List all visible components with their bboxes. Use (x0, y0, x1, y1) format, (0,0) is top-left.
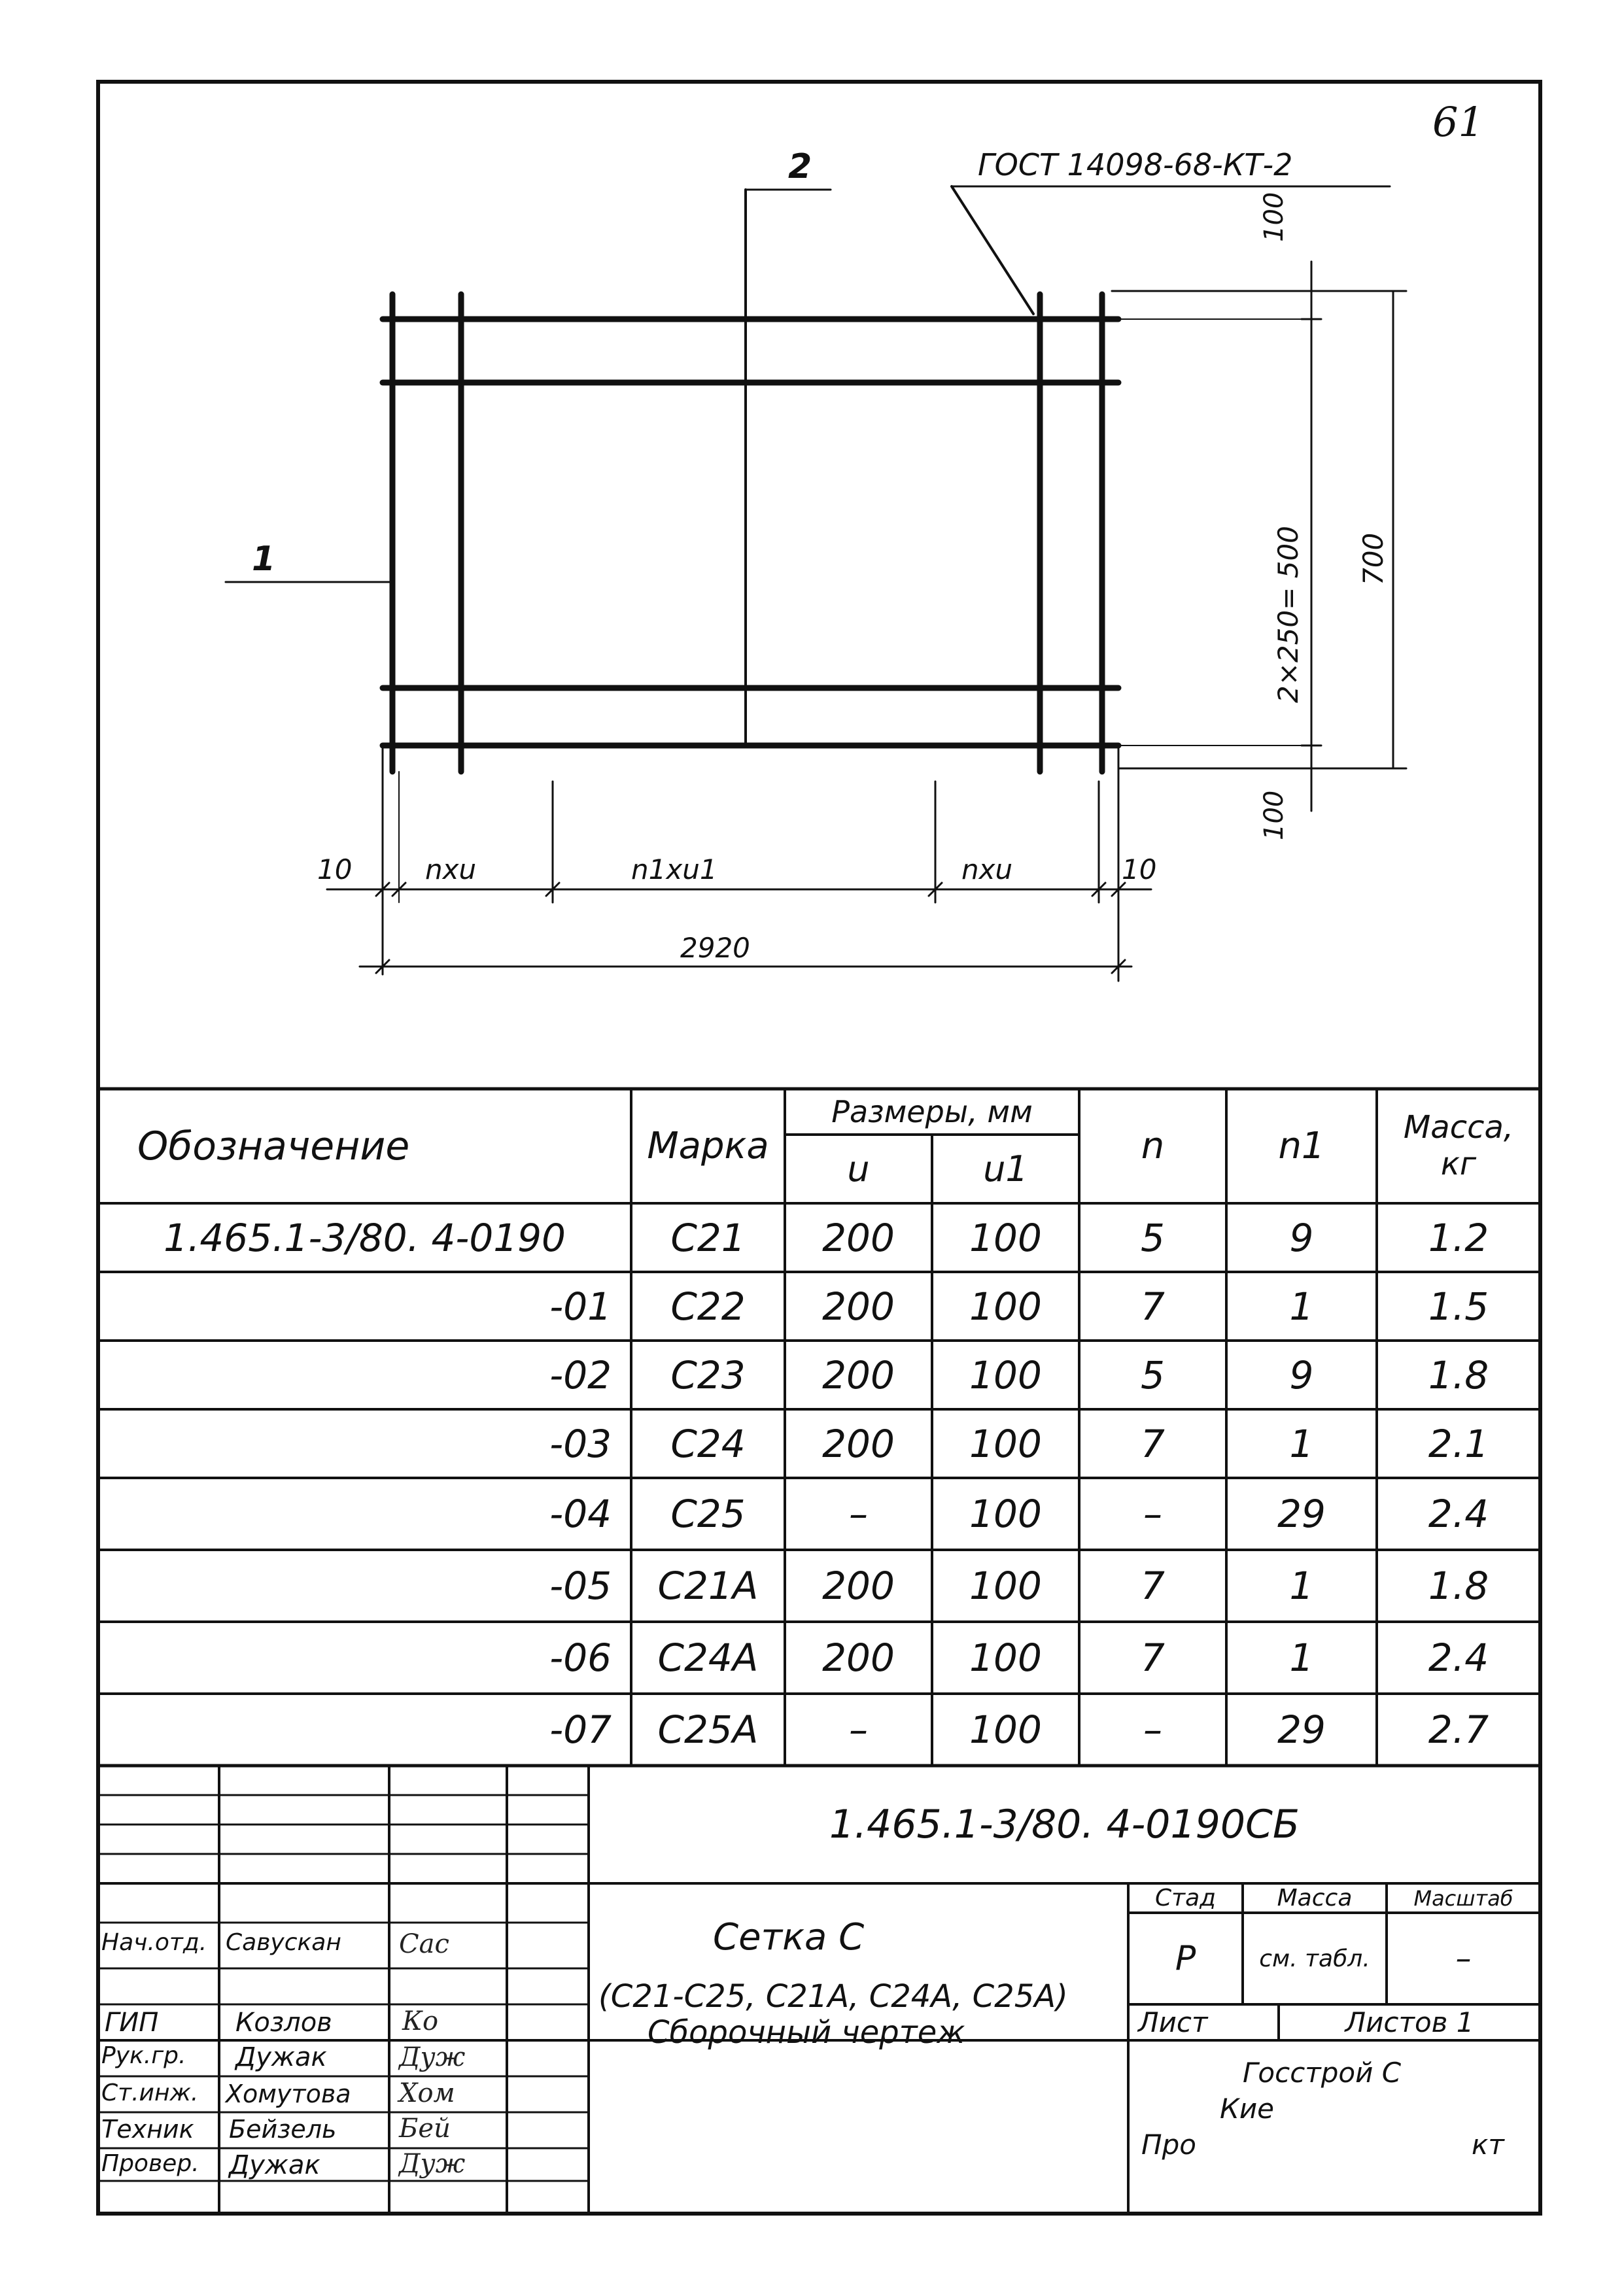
cell-u: 200 (822, 1352, 895, 1397)
cell-designation: -04 (549, 1492, 612, 1536)
dim-total-2920: 2920 (680, 932, 750, 964)
cell-n: 7 (1141, 1636, 1165, 1680)
staff-signature: Сас (399, 1929, 449, 1959)
dim-total-700: 700 (1357, 532, 1389, 585)
cell-u1: 100 (969, 1564, 1042, 1608)
dim-nxu-right: nxu (961, 853, 1013, 885)
dim-left-10: 10 (317, 853, 353, 885)
cell-n1: 1 (1289, 1636, 1314, 1680)
title-line-3: Сборочный чертеж (648, 2014, 965, 2051)
page-number: 61 (1432, 98, 1484, 146)
dim-middle-2x250: 2×250= 500 (1272, 526, 1304, 703)
cell-mass: 1.8 (1428, 1352, 1489, 1397)
mass-value: см. табл. (1259, 1945, 1370, 1972)
cell-mass: 1.2 (1428, 1215, 1489, 1260)
cell-u1: 100 (969, 1284, 1042, 1329)
cell-n1: 1 (1289, 1421, 1314, 1466)
cell-u: 200 (822, 1636, 895, 1680)
staff-role: Ст.инж. (101, 2080, 199, 2106)
cell-u: 200 (822, 1564, 895, 1608)
cell-mass: 2.7 (1428, 1707, 1489, 1752)
cell-mass: 2.4 (1428, 1636, 1489, 1680)
staff-name: Бейзель (229, 2115, 337, 2144)
cell-n: 7 (1141, 1564, 1165, 1608)
cell-n1: 29 (1277, 1707, 1326, 1752)
stage-value: Р (1175, 1939, 1196, 1978)
cell-n: 7 (1141, 1421, 1165, 1466)
mesh-transverse-bars (392, 294, 1102, 772)
cell-mark: С22 (670, 1284, 746, 1329)
cell-n1: 9 (1289, 1352, 1314, 1397)
cell-n: – (1143, 1492, 1162, 1536)
cell-n: 7 (1141, 1284, 1165, 1329)
staff-name: Савускан (226, 1929, 341, 1956)
cell-mass: 1.8 (1428, 1564, 1489, 1608)
cell-mark: С25А (657, 1707, 759, 1752)
staff-role: Техник (101, 2115, 194, 2144)
cell-u: 200 (822, 1284, 895, 1329)
staff-name: Козлов (235, 2008, 332, 2038)
mass-label: Масса (1277, 1885, 1353, 1911)
cell-u: 200 (822, 1421, 895, 1466)
cell-u: 200 (822, 1215, 895, 1260)
position-2-label: 2 (788, 147, 812, 186)
cell-n: 5 (1141, 1215, 1165, 1260)
cell-designation: -01 (549, 1284, 612, 1329)
cell-u1: 100 (969, 1707, 1042, 1752)
cell-u1: 100 (969, 1421, 1042, 1466)
cell-designation: -07 (549, 1707, 612, 1752)
header-n1: n1 (1278, 1125, 1325, 1167)
cell-n1: 1 (1289, 1284, 1314, 1329)
cell-mark: С24 (670, 1421, 746, 1466)
cell-u: – (849, 1707, 868, 1752)
staff-role: Рук.гр. (101, 2042, 186, 2069)
title-line-1: Сетка С (713, 1916, 865, 1959)
staff-signature: Дуж (399, 2042, 466, 2072)
dim-right-10: 10 (1122, 853, 1157, 885)
organization-line-3: Про (1141, 2129, 1196, 2161)
organization-line-1: Госстрой С (1243, 2057, 1402, 2089)
staff-role: Нач.отд. (101, 1929, 207, 1956)
sheets-count: Листов 1 (1345, 2006, 1474, 2038)
cell-mark: С21А (657, 1564, 759, 1608)
header-u: u (847, 1148, 870, 1190)
staff-signature: Бей (399, 2114, 451, 2144)
gost-note: ГОСТ 14098-68-КТ-2 (978, 147, 1293, 182)
cell-mass: 2.1 (1428, 1421, 1489, 1466)
cell-n1: 29 (1277, 1492, 1326, 1536)
cell-designation: -05 (549, 1564, 612, 1608)
header-u1: u1 (983, 1148, 1028, 1190)
header-mark: Марка (647, 1125, 769, 1167)
cell-u1: 100 (969, 1492, 1042, 1536)
cell-u: – (849, 1492, 868, 1536)
header-sizes: Размеры, мм (831, 1094, 1033, 1129)
sheet-label: Лист (1138, 2006, 1208, 2038)
dim-bottom-100: 100 (1259, 790, 1289, 840)
staff-signature: Ко (402, 2006, 439, 2036)
cell-n: 5 (1141, 1352, 1165, 1397)
mesh-longitudinal-bars (383, 319, 1118, 745)
cell-mass: 1.5 (1428, 1284, 1489, 1329)
staff-role: Провер. (101, 2150, 199, 2177)
position-1-label: 1 (252, 540, 276, 579)
cell-n: – (1143, 1707, 1162, 1752)
organization-line-2: Кие (1220, 2093, 1274, 2125)
dim-n1xu1: n1xu1 (631, 853, 717, 885)
cell-designation: 1.465.1-3/80. 4-0190 (164, 1215, 566, 1260)
dim-nxu-left: nxu (425, 853, 477, 885)
scale-value: – (1455, 1940, 1472, 1977)
cell-n1: 9 (1289, 1215, 1314, 1260)
title-line-2: (С21-С25, С21А, С24А, С25А) (598, 1978, 1068, 2015)
cell-u1: 100 (969, 1352, 1042, 1397)
dim-top-100: 100 (1259, 192, 1289, 242)
staff-name: Дужак (235, 2042, 327, 2072)
cell-n1: 1 (1289, 1564, 1314, 1608)
cell-u1: 100 (969, 1215, 1042, 1260)
staff-name: Дужак (229, 2150, 320, 2180)
staff-signature: Дуж (399, 2149, 466, 2179)
header-mass: Масса, кг (1403, 1109, 1514, 1182)
cell-designation: -06 (549, 1636, 612, 1680)
stage-label: Стад (1154, 1885, 1217, 1911)
cell-designation: -03 (549, 1421, 612, 1466)
header-n: n (1141, 1125, 1165, 1167)
staff-signature: Хом (399, 2078, 455, 2108)
staff-name: Хомутова (226, 2080, 351, 2108)
scale-label: Масштаб (1413, 1885, 1513, 1911)
cell-mark: С25 (670, 1492, 746, 1536)
organization-line-3-end: кт (1472, 2129, 1504, 2161)
cell-designation: -02 (549, 1352, 612, 1397)
cell-mass: 2.4 (1428, 1492, 1489, 1536)
cell-u1: 100 (969, 1636, 1042, 1680)
cell-mark: С23 (670, 1352, 746, 1397)
staff-role: ГИП (105, 2008, 159, 2038)
cell-mark: С21 (670, 1215, 746, 1260)
document-code: 1.465.1-3/80. 4-0190СБ (829, 1802, 1300, 1847)
header-designation: Обозначение (137, 1123, 410, 1169)
cell-mark: С24А (657, 1636, 759, 1680)
